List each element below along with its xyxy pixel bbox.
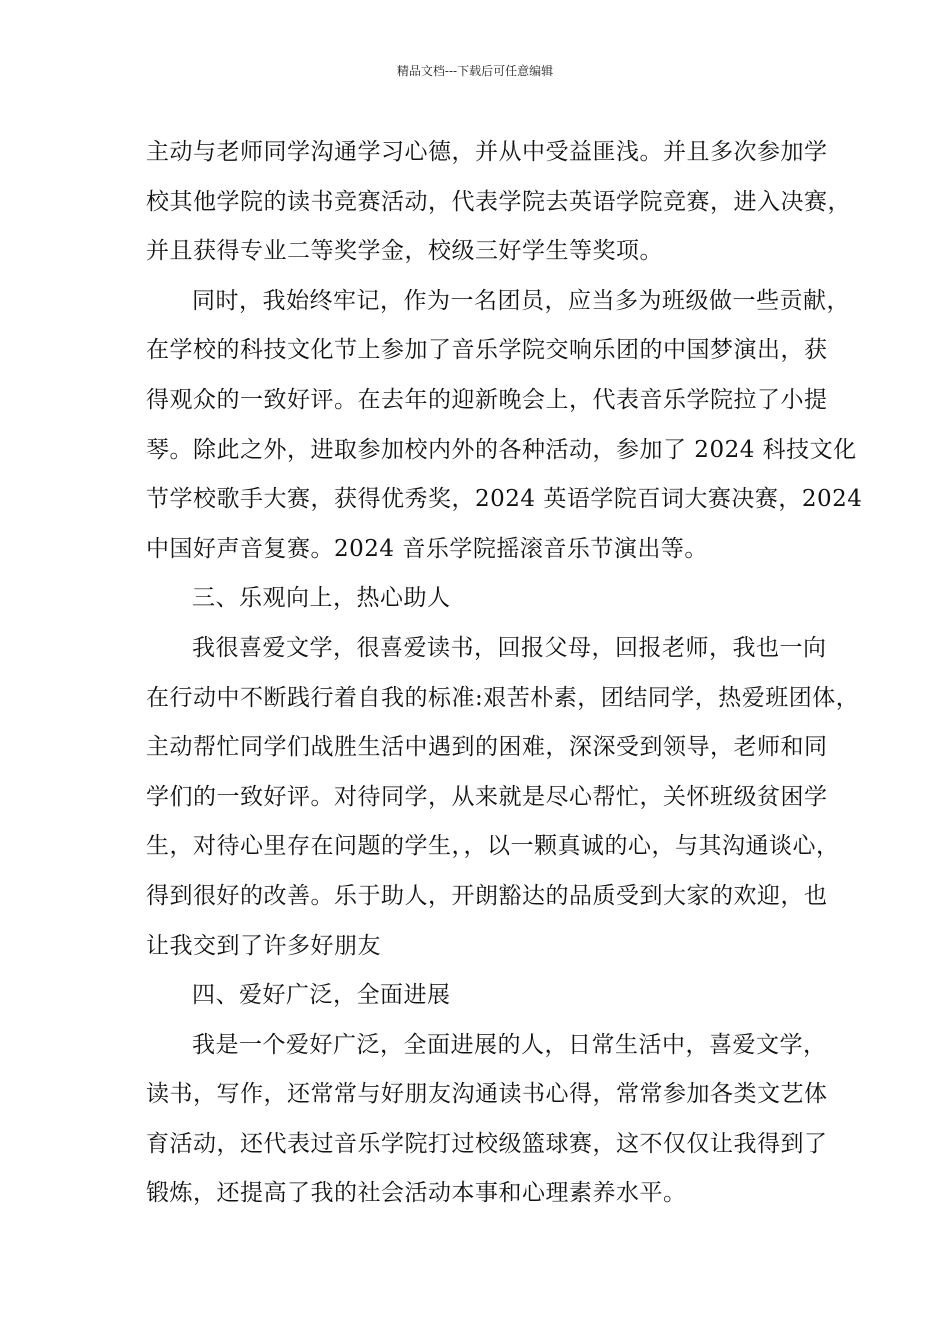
text-line: 主动与老师同学沟通学习心德，并从中受益匪浅。并且多次参加学 <box>146 139 828 165</box>
text-line: 学们的一致好评。对待同学，从来就是尽心帮忙，关怀班级贫困学 <box>146 783 828 810</box>
document-body <box>146 128 863 1219</box>
text-line: 同时，我始终牢记，作为一名团员，应当多为班级做一些贡献， <box>192 287 850 314</box>
text-line: 锻炼，还提高了我的社会活动本事和心理素养水平。 <box>146 1180 687 1207</box>
text-line: 我很喜爱文学，很喜爱读书，回报父母，回报老师，我也一向 <box>192 634 827 661</box>
text-line: 中国好声音复赛。2024 音乐学院摇滚音乐节演出等。 <box>146 535 708 562</box>
text-line: 在行动中不断践行着自我的标准:艰苦朴素，团结同学，热爱班团体， <box>146 684 860 711</box>
page-header: 精品文档---下载后可任意编辑 <box>396 64 554 78</box>
text-line: 得到很好的改善。乐于助人，开朗豁达的品质受到大家的欢迎，也 <box>146 882 828 909</box>
text-line: 让我交到了许多好朋友 <box>146 932 381 959</box>
section-heading: 四、爱好广泛，全面进展 <box>192 982 451 1009</box>
text-line: 读书，写作，还常常与好朋友沟通读书心得，常常参加各类文艺体 <box>146 1081 828 1108</box>
text-line: 琴。除此之外，进取参加校内外的各种活动，参加了 2024 科技文化 <box>146 436 857 463</box>
text-line: 得观众的一致好评。在去年的迎新晚会上，代表音乐学院拉了小提 <box>146 386 828 413</box>
text-line: 节学校歌手大赛，获得优秀奖，2024 英语学院百词大赛决赛，2024 <box>146 486 863 513</box>
text-line: 并且获得专业二等奖学金，校级三好学生等奖项。 <box>146 238 663 265</box>
text-line: 主动帮忙同学们战胜生活中遇到的困难，深深受到领导，老师和同 <box>146 734 828 761</box>
text-line: 育活动，还代表过音乐学院打过校级篮球赛，这不仅仅让我得到了 <box>146 1130 828 1157</box>
text-line: 生，对待心里存在问题的学生，，以一颗真诚的心，与其沟通谈心， <box>146 833 840 860</box>
text-line: 我是一个爱好广泛，全面进展的人，日常生活中，喜爱文学， <box>192 1031 827 1058</box>
section-heading: 三、乐观向上，热心助人 <box>192 585 451 612</box>
text-line: 在学校的科技文化节上参加了音乐学院交响乐团的中国梦演出，获 <box>146 337 828 364</box>
text-line: 校其他学院的读书竞赛活动，代表学院去英语学院竞赛，进入决赛， <box>146 188 851 215</box>
